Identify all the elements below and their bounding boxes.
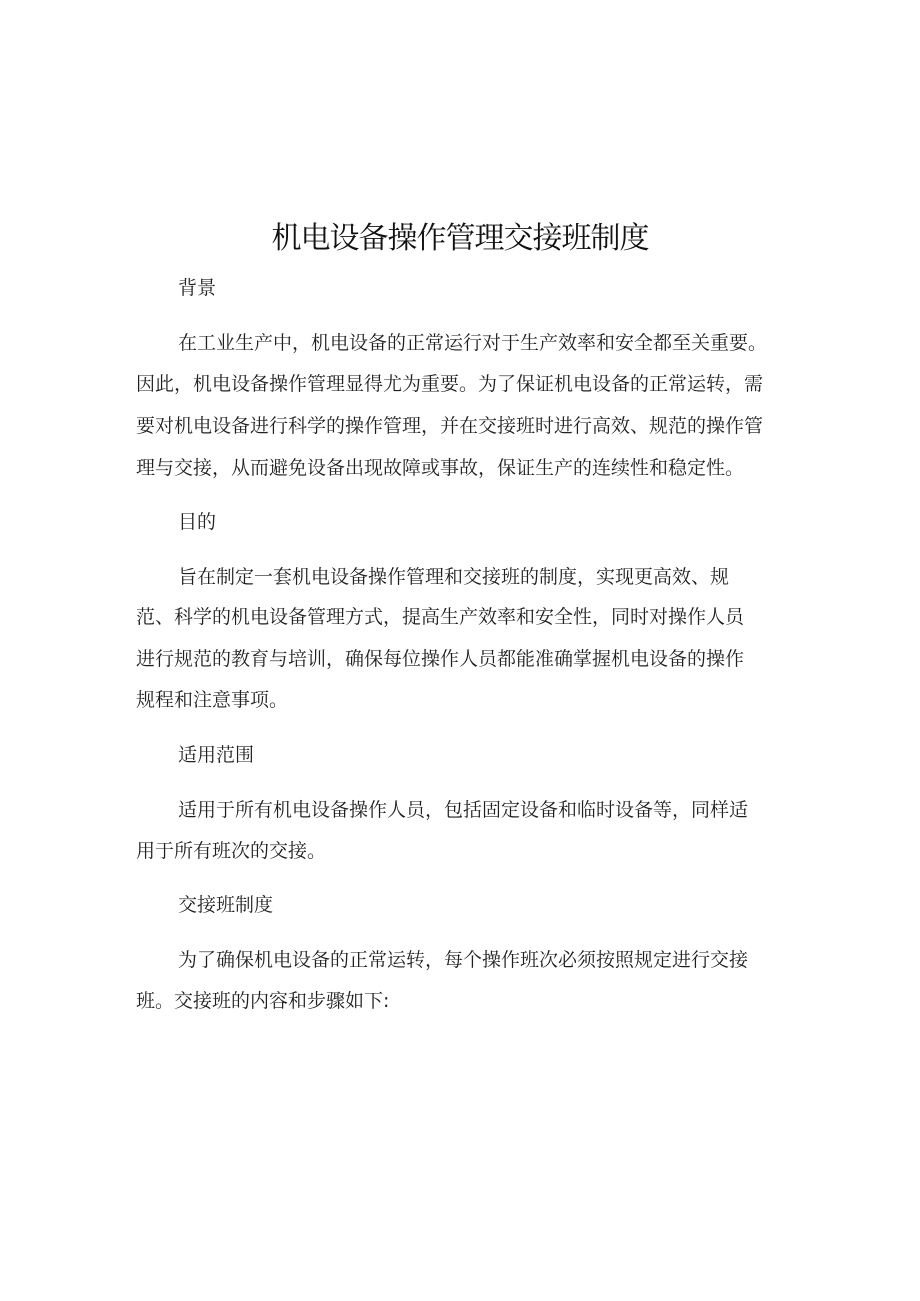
paragraph-line: 适用于所有机电设备操作人员，包括固定设备和临时设备等，同样适 [178, 799, 749, 821]
document-title: 机电设备操作管理交接班制度 [271, 221, 649, 256]
paragraph-line: 进行规范的教育与培训，确保每位操作人员都能准确掌握机电设备的操作 [136, 648, 745, 670]
paragraph-line: 班。交接班的内容和步骤如下: [136, 990, 390, 1012]
section-heading-background: 背景 [178, 277, 217, 299]
section-heading-scope: 适用范围 [178, 744, 255, 766]
paragraph-line: 要对机电设备进行科学的操作管理，并在交接班时进行高效、规范的操作管 [136, 415, 764, 437]
paragraph-line: 范、科学的机电设备管理方式，提高生产效率和安全性，同时对操作人员 [136, 606, 745, 628]
paragraph-line: 理与交接，从而避免设备出现故障或事故，保证生产的连续性和稳定性。 [136, 457, 745, 479]
section-heading-handover-policy: 交接班制度 [178, 894, 274, 916]
paragraph-line: 规程和注意事项。 [136, 689, 289, 711]
paragraph-line: 旨在制定一套机电设备操作管理和交接班的制度，实现更高效、规 [178, 566, 730, 588]
paragraph-line: 为了确保机电设备的正常运转，每个操作班次必须按照规定进行交接 [178, 949, 749, 971]
paragraph-line: 在工业生产中，机电设备的正常运行对于生产效率和安全都至关重要。 [178, 332, 768, 354]
section-heading-purpose: 目的 [178, 511, 217, 533]
paragraph-line: 用于所有班次的交接。 [136, 840, 327, 862]
paragraph-line: 因此，机电设备操作管理显得尤为重要。为了保证机电设备的正常运转，需 [136, 373, 764, 395]
